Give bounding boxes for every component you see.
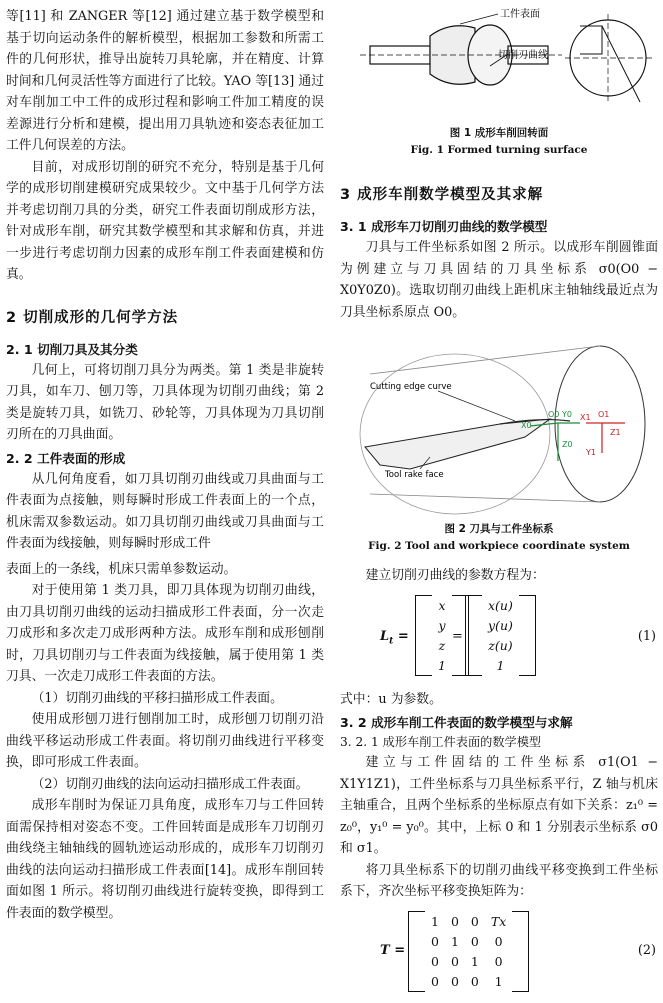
paragraph: 建立与工件固结的工件坐标系 σ1(O1 − X1Y1Z1)，工件坐标系与刀具坐标系平行，Z 轴与机床主轴重合，且两个坐标系的坐标原点有如下关系：z₁⁰ = z₀⁰，y₁⁰ = y₀⁰。其中，上标 0 和 1 分别表示坐标系 σ0 和 σ1。 [340, 755, 658, 856]
subsubsection-heading: 3. 2. 1 成形车削工件表面的数学模型 [340, 735, 542, 749]
subsection-heading: 3. 2 成形车削工件表面的数学模型与求解 [340, 715, 573, 730]
formed-turning-diagram [340, 6, 658, 121]
label-tool-rake-face: Tool rake face [385, 470, 444, 480]
figure-1-caption-en: Fig. 1 Formed turning surface [410, 144, 588, 156]
equation-2 [340, 909, 658, 997]
subsection-heading: 2. 2 工件表面的形成 [6, 450, 126, 466]
figure-1-caption: 图 1 成形车削回转面 [449, 127, 549, 139]
translation-matrix: 1 0 0 Tx 0 1 0 0 0 0 1 0 0 0 0 1 [408, 911, 529, 992]
paragraph: 将刀具坐标系下的切削刃曲线平移变换到工件坐标系下，齐次坐标平移变换矩阵为： [340, 862, 658, 899]
left-column [6, 6, 324, 924]
equation-1: $L_t$ = x y z 1 = x(u) y(u) z(u) 1 (1) [340, 593, 658, 683]
paragraph: 式中：u 为参数。 [340, 691, 442, 707]
figure-2-caption-en: Fig. 2 Tool and workpiece coordinate system [368, 540, 630, 552]
paragraph: 成形车削时为保证刀具角度，成形车刀与工件回转面需保持相对姿态不变。工件回转面是成形车刀切削刃曲线绕主轴轴线的圆轨迹运动形成的，成形车刀切削刃曲线的法向运动扫描形成工件表面[14]。成形车削回转面如图 1 所示。将切削刃曲线进行旋转变换，即得到工件表面的数学模型。 [6, 798, 324, 921]
axis-x1-label: X1 [580, 413, 591, 422]
paragraph: 建立切削刃曲线的参数方程为： [365, 568, 545, 583]
paragraph: 表面上的一条线，机床只需单参数运动。 [6, 561, 237, 577]
vector-right: x(u) y(u) z(u) 1 [465, 595, 536, 676]
coordinate-system-diagram [340, 329, 658, 517]
axis-x0-label: X0 [521, 421, 532, 430]
equation-1-lhs: $L_t$ = [380, 628, 409, 647]
paragraph: 使用成形刨刀进行刨削加工时，成形刨刀切削刃沿曲线平移运动形成工件表面。将切削刃曲线进行平移变换，即可形成工件表面。 [6, 712, 324, 770]
label-cutting-edge-curve: 切削刃曲线 [498, 50, 548, 61]
paragraph: 等[11] 和 ZANGER 等[12] 通过建立基于数学模型和基于切向运动条件的解析模型，根据加工参数和所需工件的几何形状，推导出旋转刀具轮廓，并在精度、计算时间和几何灵活性等方面进行了比较。YAO 等[13] 通过对车削加工中工件的成形过程和影响工件加工精度的误差源进行分析和建模，提出用刀具轨迹和姿态表征加工工件几何误差的方法。 [6, 9, 324, 153]
axis-z1-label: Z1 [610, 428, 621, 437]
section-heading: 2 切削成形的几何学方法 [6, 309, 179, 326]
figure-2 [340, 329, 658, 555]
figure-2-caption: 图 2 刀具与工件坐标系 [444, 523, 554, 535]
axis-y1-label: Y1 [586, 448, 596, 457]
axis-y0-label: Y0 [562, 410, 572, 419]
paragraph: （1）切削刃曲线的平移扫描形成工件表面。 [31, 690, 283, 706]
equation-number: (1) [637, 628, 656, 644]
origin-o0-label: O0 [548, 410, 560, 419]
equation-number: (2) [637, 942, 656, 958]
paragraph: 刀具与工件坐标系如图 2 所示。以成形车削圆锥面为例建立与刀具固结的刀具坐标系 σ0(O0 − X0Y0Z0)。选取切削刃曲线上距机床主轴轴线最近点为刀具坐标系原点 O0。 [340, 240, 658, 320]
subsection-heading: 2. 1 切削刀具及其分类 [6, 341, 138, 357]
vector-left: x y z 1 [415, 595, 469, 676]
paragraph: 对于使用第 1 类刀具，即刀具体现为切削刃曲线，由刀具切削刃曲线的运动扫描成形工件表面，分一次走刀成形和多次走刀成形两种方法。成形车削和成形刨削时，刀具切削刃与工件表面为线接触，属于使用第 1 类刀具、一次走刀成形工件表面的方法。 [6, 583, 324, 684]
equation-2-lhs: T = [380, 942, 406, 958]
axis-z0-label: Z0 [562, 440, 573, 449]
paragraph: （2）切削刃曲线的法向运动扫描形成工件表面。 [31, 776, 309, 792]
right-column [340, 6, 658, 1003]
figure-1 [340, 6, 658, 159]
paragraph: 几何上，可将切削刀具分为两类。第 1 类是非旋转刀具，如车刀、刨刀等，刀具体现为切削刃曲线；第 2 类是旋转刀具，如铣刀、砂轮等，刀具体现为刀具切削刃所在的刀具曲面。 [6, 362, 324, 442]
origin-o1-label: O1 [598, 410, 610, 419]
label-workpiece-surface: 工件表面 [500, 9, 540, 20]
section-heading: 3 成形车削数学模型及其求解 [340, 187, 544, 203]
paragraph: 从几何角度看，如刀具切削刃曲线或刀具曲面与工件表面为点接触，则每瞬时形成工件表面上的一个点，机床需双参数运动。如刀具切削刃曲线或刀具曲面与工件表面为线接触，则每瞬时形成工件 [6, 471, 324, 551]
paragraph: 目前，对成形切削的研究不充分，特别是基于几何学的成形切削建模研究成果较少。文中基于几何学方法并考虑切削刀具的分类，研究工件表面切削成形方法，针对成形车削，研究其数学模型和其求解和仿真，并进一步进行考虑切削力因素的成形车削工件表面建模和仿真。 [6, 159, 324, 282]
label-cutting-edge-curve-en: Cutting edge curve [370, 382, 452, 392]
subsection-heading: 3. 1 成形车刀切削刃曲线的数学模型 [340, 219, 548, 234]
